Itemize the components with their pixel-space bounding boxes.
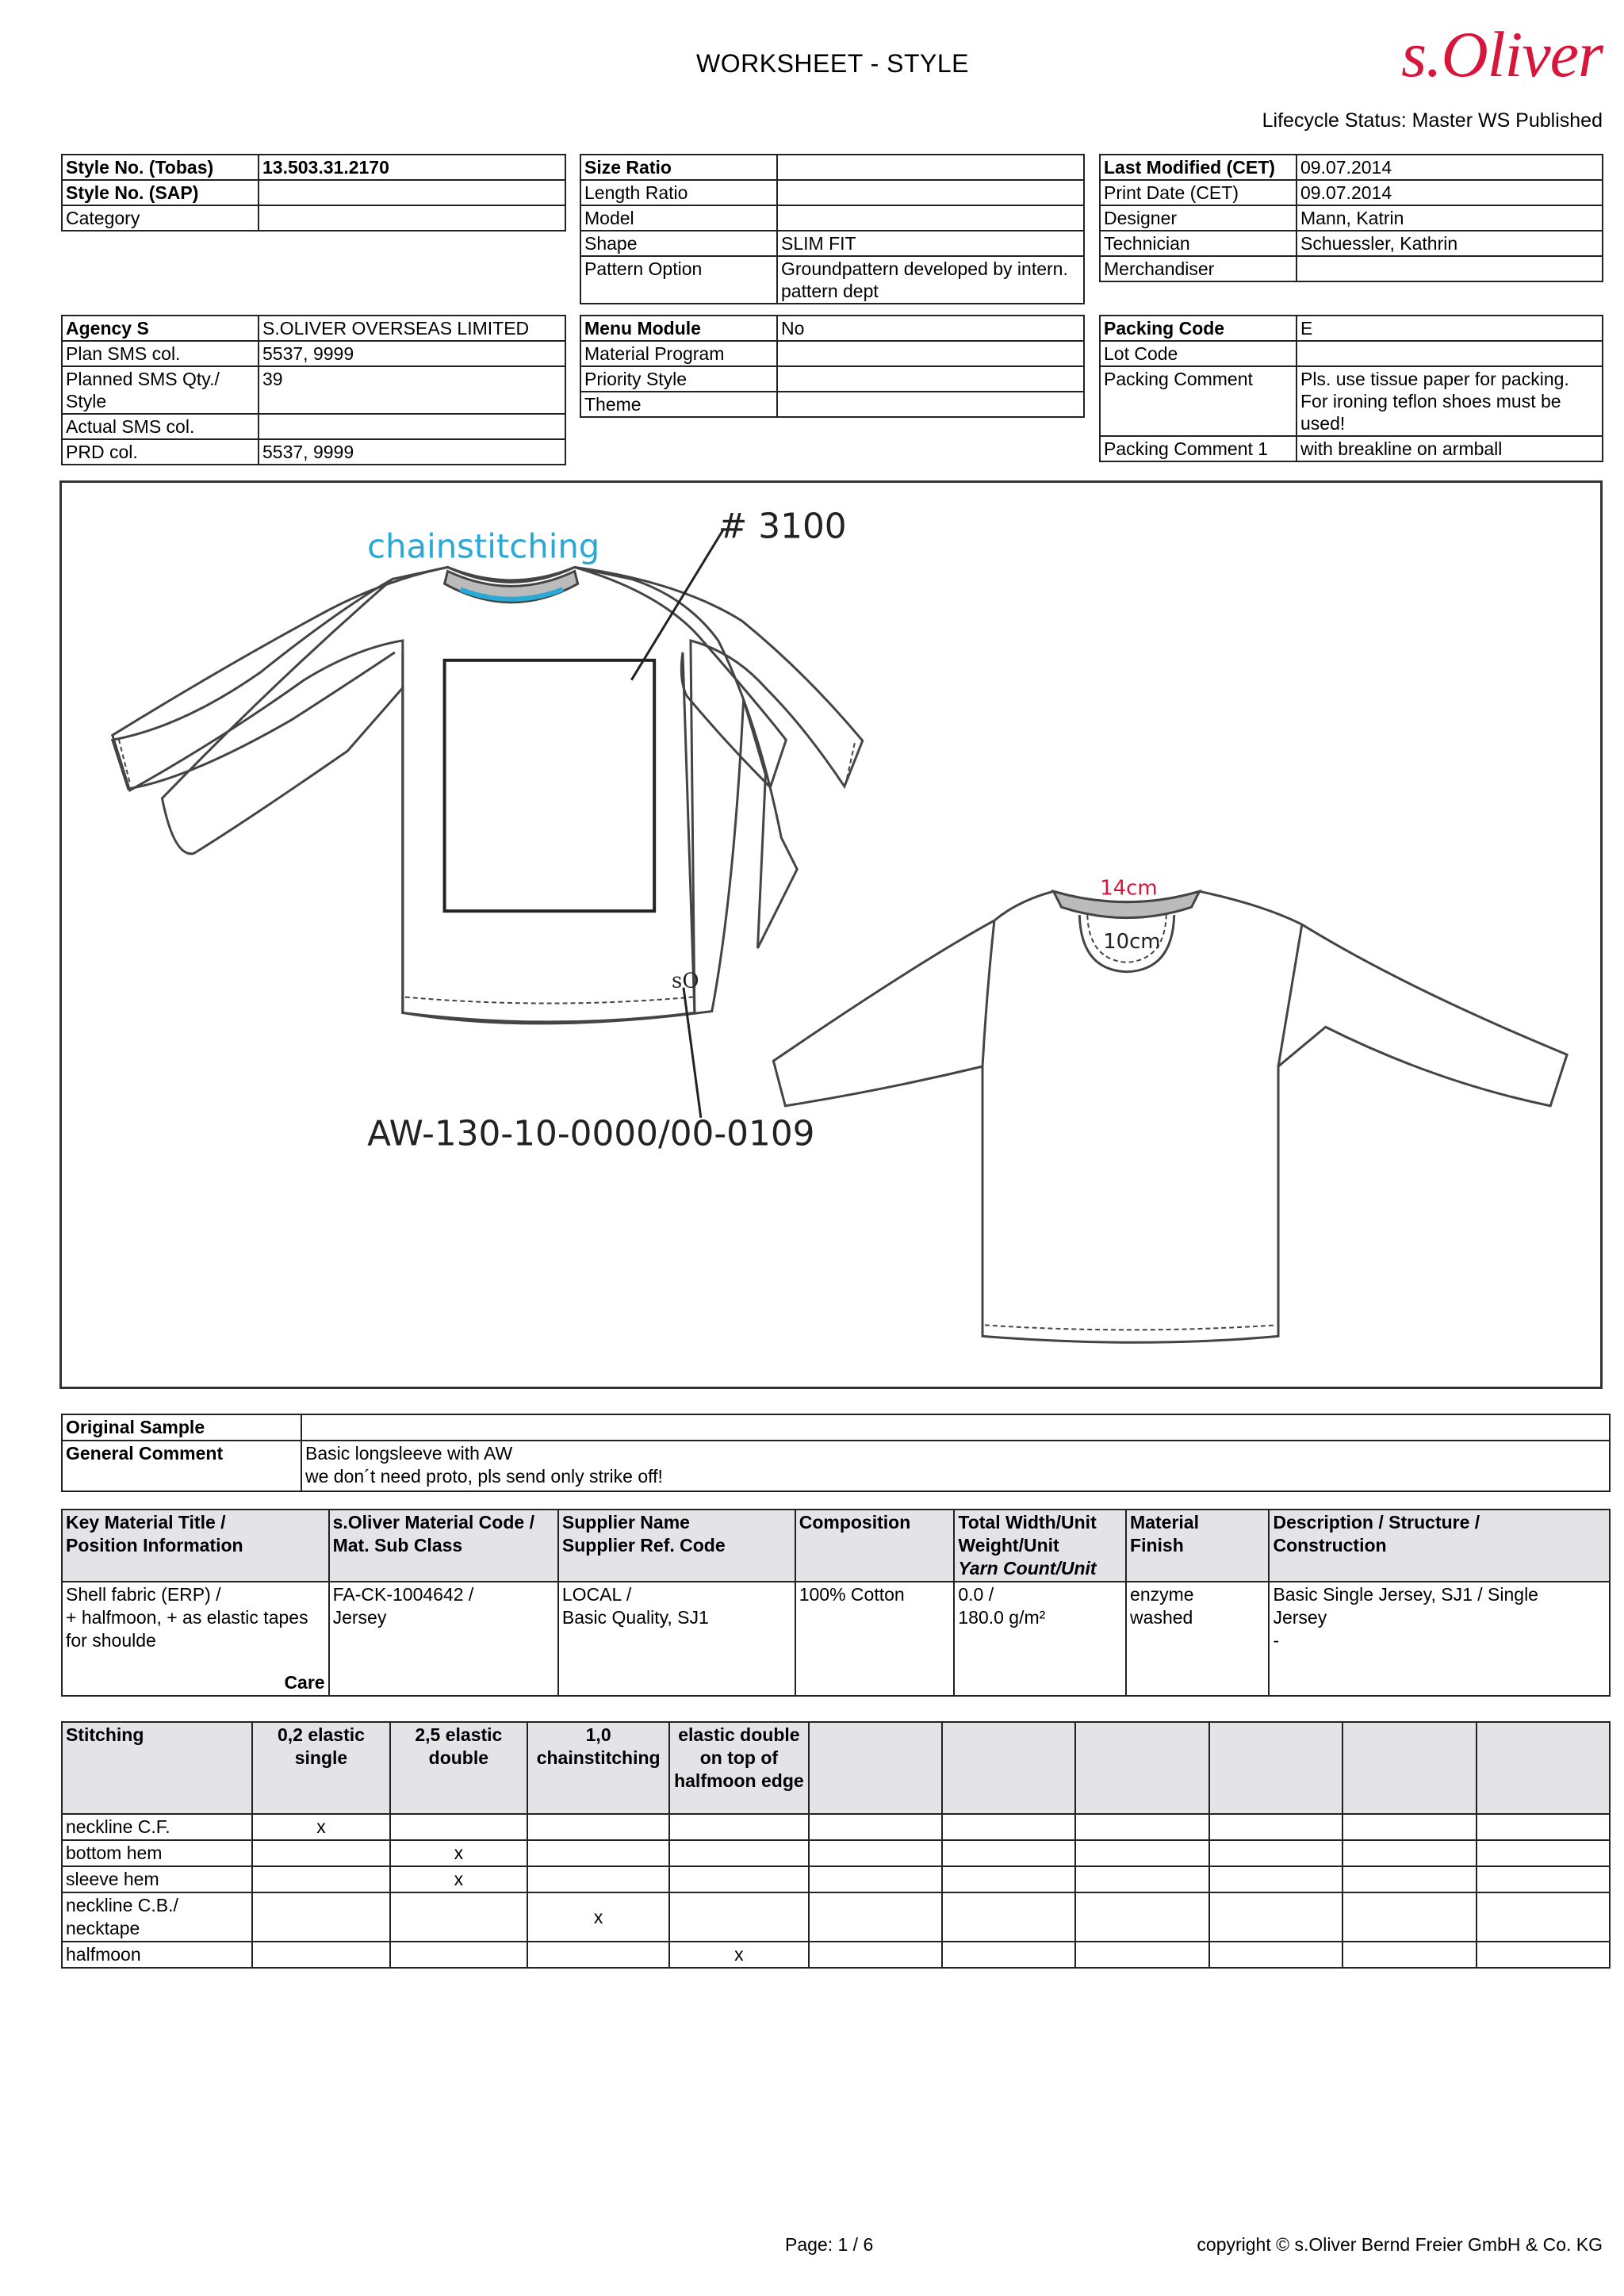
agency-info-table	[61, 315, 566, 465]
field-value: E	[1297, 316, 1603, 341]
packing-info-table	[1099, 315, 1603, 462]
info-row	[580, 231, 1084, 256]
style-info-table	[61, 154, 566, 232]
material-cell	[795, 1582, 955, 1696]
stitching-mark: x	[390, 1866, 528, 1892]
stitching-mark	[1477, 1942, 1610, 1968]
field-label: Packing Code	[1100, 316, 1297, 341]
print-reference-label: # 3100	[718, 506, 847, 547]
general-comment-line: Basic longsleeve with AW	[305, 1443, 513, 1464]
stitching-row	[62, 1840, 1610, 1866]
info-row	[62, 180, 565, 205]
stitching-mark	[1477, 1866, 1610, 1892]
print-placement-box	[445, 660, 655, 911]
field-value: S.OLIVER OVERSEAS LIMITED	[259, 316, 565, 341]
stitching-mark: x	[390, 1840, 528, 1866]
field-value: 09.07.2014	[1297, 155, 1603, 180]
material-header-cell	[62, 1510, 329, 1582]
stitching-position: bottom hem	[62, 1840, 252, 1866]
material-cell	[558, 1582, 795, 1696]
field-value	[777, 155, 1084, 180]
cell-line: Shell fabric (ERP) /	[66, 1584, 221, 1605]
size-info-table	[580, 154, 1085, 304]
stitching-row	[62, 1942, 1610, 1968]
stitching-header-cell	[1075, 1722, 1208, 1814]
stitching-mark	[942, 1866, 1075, 1892]
stitching-mark: x	[252, 1814, 389, 1840]
info-row	[62, 205, 565, 231]
stitching-mark	[390, 1892, 528, 1942]
field-label: Category	[62, 205, 259, 231]
cell-line: 180.0 g/m²	[958, 1607, 1046, 1628]
material-table	[61, 1509, 1611, 1697]
info-row	[580, 205, 1084, 231]
stitching-mark	[390, 1814, 528, 1840]
cell-line: enzyme	[1130, 1584, 1194, 1605]
stitching-mark	[527, 1866, 669, 1892]
garment-drawing	[59, 480, 1603, 1389]
info-row	[62, 439, 565, 465]
material-header-cell	[1126, 1510, 1269, 1582]
artwork-code-label: AW-130-10-0000/00-0109	[367, 1113, 815, 1154]
stitching-header-cell: elastic double on top of halfmoon edge	[669, 1722, 808, 1814]
field-value	[777, 341, 1084, 366]
stitching-header-cell: 0,2 elastic single	[252, 1722, 389, 1814]
stitching-position: neckline C.B./ necktape	[62, 1892, 252, 1942]
stitching-mark	[1075, 1942, 1208, 1968]
field-label: Material Program	[580, 341, 777, 366]
stitching-mark	[1342, 1892, 1476, 1942]
stitching-position: halfmoon	[62, 1942, 252, 1968]
field-value	[259, 205, 565, 231]
info-row	[580, 341, 1084, 366]
header-line: Weight/Unit	[958, 1535, 1059, 1556]
material-row	[62, 1582, 1610, 1696]
field-label: Agency S	[62, 316, 259, 341]
stitching-mark	[669, 1892, 808, 1942]
stitching-table	[61, 1721, 1611, 1969]
header-line: Supplier Ref. Code	[561, 1535, 726, 1556]
field-label: Priority Style	[580, 366, 777, 392]
info-row	[1100, 436, 1603, 461]
stitching-mark	[1477, 1840, 1610, 1866]
stitching-row	[62, 1866, 1610, 1892]
cell-line: LOCAL /	[561, 1584, 632, 1605]
field-label: Plan SMS col.	[62, 341, 259, 366]
field-value	[777, 180, 1084, 205]
info-row	[580, 316, 1084, 341]
field-value: Pls. use tissue paper for packing. For ironing teflon shoes must be used!	[1297, 366, 1603, 436]
stitching-mark	[809, 1866, 942, 1892]
cell-line: for shoulde	[66, 1630, 156, 1651]
field-label: Packing Comment	[1100, 366, 1297, 436]
header-line: Material	[1130, 1512, 1199, 1533]
stitching-mark	[809, 1840, 942, 1866]
info-row	[1100, 180, 1603, 205]
field-label: Shape	[580, 231, 777, 256]
info-row	[1100, 205, 1603, 231]
stitching-mark	[527, 1814, 669, 1840]
field-label: Length Ratio	[580, 180, 777, 205]
field-value: 5537, 9999	[259, 439, 565, 465]
info-row	[1100, 256, 1603, 281]
stitching-mark	[390, 1942, 528, 1968]
stitching-mark: x	[669, 1942, 808, 1968]
stitching-mark	[942, 1892, 1075, 1942]
header-line-italic: Yarn Count/Unit	[958, 1558, 1097, 1578]
material-header-cell	[329, 1510, 558, 1582]
cell-line: Jersey	[332, 1607, 387, 1628]
field-value	[259, 180, 565, 205]
material-cell	[329, 1582, 558, 1696]
stitching-mark	[1075, 1814, 1208, 1840]
stitching-mark	[1209, 1814, 1342, 1840]
material-header-cell	[558, 1510, 795, 1582]
chainstitching-label: chainstitching	[367, 526, 600, 566]
stitching-mark	[252, 1866, 389, 1892]
general-comment-value	[301, 1441, 1610, 1491]
original-sample-label: Original Sample	[62, 1414, 301, 1441]
stitching-header-cell	[1342, 1722, 1476, 1814]
material-header-cell	[795, 1510, 955, 1582]
field-label: Style No. (SAP)	[62, 180, 259, 205]
stitching-row	[62, 1814, 1610, 1840]
stitching-mark	[1075, 1840, 1208, 1866]
stitching-mark	[1342, 1840, 1476, 1866]
stitching-mark	[669, 1814, 808, 1840]
cell-line: + halfmoon, + as elastic tapes	[66, 1607, 308, 1628]
stitching-mark	[809, 1942, 942, 1968]
cell-line: FA-CK-1004642 /	[332, 1584, 474, 1605]
field-value	[777, 366, 1084, 392]
stitching-mark	[942, 1840, 1075, 1866]
field-label: Style No. (Tobas)	[62, 155, 259, 180]
general-comment-label: General Comment	[62, 1441, 301, 1491]
lifecycle-status: Lifecycle Status: Master WS Published	[1262, 109, 1603, 132]
neck-depth-label: 10cm	[1103, 929, 1161, 954]
field-label: Print Date (CET)	[1100, 180, 1297, 205]
neck-width-label: 14cm	[1100, 876, 1158, 901]
field-label: Last Modified (CET)	[1100, 155, 1297, 180]
info-row	[580, 392, 1084, 417]
header-line: Supplier Name	[561, 1512, 690, 1533]
field-label: Planned SMS Qty./ Style	[62, 366, 259, 414]
header-line: s.Oliver Material Code /	[332, 1512, 534, 1533]
cell-line: Basic Quality, SJ1	[561, 1607, 709, 1628]
info-row	[62, 414, 565, 439]
stitching-mark	[1477, 1814, 1610, 1840]
field-label: Size Ratio	[580, 155, 777, 180]
field-value: 13.503.31.2170	[259, 155, 565, 180]
modification-info-table	[1099, 154, 1603, 282]
material-cell	[1269, 1582, 1610, 1696]
field-value: 39	[259, 366, 565, 414]
copyright: copyright © s.Oliver Bernd Freier GmbH & Co. KG	[1197, 2234, 1603, 2255]
stitching-mark	[1075, 1892, 1208, 1942]
field-label: Pattern Option	[580, 256, 777, 304]
header-line: Mat. Sub Class	[332, 1535, 463, 1556]
cell-line: -	[1273, 1630, 1280, 1651]
info-row	[580, 366, 1084, 392]
field-label: Technician	[1100, 231, 1297, 256]
general-comment-line: we don´t need proto, pls send only strike off!	[305, 1466, 663, 1487]
stitching-mark	[1209, 1866, 1342, 1892]
stitching-mark	[1342, 1814, 1476, 1840]
stitching-mark	[809, 1892, 942, 1942]
field-value	[259, 414, 565, 439]
info-row	[62, 366, 565, 414]
field-value: 5537, 9999	[259, 341, 565, 366]
stitching-position: neckline C.F.	[62, 1814, 252, 1840]
stitching-mark	[252, 1840, 389, 1866]
field-value: Mann, Katrin	[1297, 205, 1603, 231]
field-value: with breakline on armball	[1297, 436, 1603, 461]
stitching-mark	[942, 1814, 1075, 1840]
header-line: Description / Structure /	[1273, 1512, 1480, 1533]
stitching-mark	[1342, 1866, 1476, 1892]
stitching-header-cell	[809, 1722, 942, 1814]
stitching-mark	[252, 1942, 389, 1968]
stitching-header-cell	[1477, 1722, 1610, 1814]
original-sample-value	[301, 1414, 1610, 1441]
info-row	[62, 155, 565, 180]
stitching-mark	[527, 1942, 669, 1968]
field-label: Actual SMS col.	[62, 414, 259, 439]
comments-table	[61, 1414, 1611, 1492]
field-value	[777, 205, 1084, 231]
field-value: Groundpattern developed by intern. pattern dept	[777, 256, 1084, 304]
stitching-header-cell: Stitching	[62, 1722, 252, 1814]
info-row	[1100, 155, 1603, 180]
header-line: Finish	[1130, 1535, 1184, 1556]
material-cell	[62, 1582, 329, 1696]
header-line: Construction	[1273, 1535, 1387, 1556]
page-title: WORKSHEET - STYLE	[696, 49, 969, 78]
cell-line: 100% Cotton	[799, 1584, 905, 1605]
field-label: Theme	[580, 392, 777, 417]
header-line: Total Width/Unit	[958, 1512, 1097, 1533]
info-row	[1100, 231, 1603, 256]
menu-info-table	[580, 315, 1085, 418]
stitching-mark	[669, 1840, 808, 1866]
stitching-header-cell: 2,5 elastic double	[390, 1722, 528, 1814]
field-value: Schuessler, Kathrin	[1297, 231, 1603, 256]
brand-logo: s.Oliver	[1401, 18, 1603, 90]
field-value: No	[777, 316, 1084, 341]
material-cell	[1126, 1582, 1269, 1696]
field-label: Merchandiser	[1100, 256, 1297, 281]
back-garment-sketch	[773, 891, 1567, 1342]
field-value	[1297, 256, 1603, 281]
field-value: 09.07.2014	[1297, 180, 1603, 205]
stitching-mark	[1209, 1942, 1342, 1968]
info-row	[580, 155, 1084, 180]
field-label: Designer	[1100, 205, 1297, 231]
info-row	[62, 316, 565, 341]
field-label: Menu Module	[580, 316, 777, 341]
stitching-header-cell	[1209, 1722, 1342, 1814]
field-label: Lot Code	[1100, 341, 1297, 366]
info-row	[1100, 366, 1603, 436]
cell-line: 0.0 /	[958, 1584, 994, 1605]
stitching-mark	[669, 1866, 808, 1892]
page-number: Page: 1 / 6	[785, 2234, 874, 2255]
cell-line: Jersey	[1273, 1607, 1327, 1628]
info-row	[1100, 316, 1603, 341]
info-row	[580, 180, 1084, 205]
header-line: Position Information	[66, 1535, 243, 1556]
stitching-header-cell	[942, 1722, 1075, 1814]
stitching-mark	[527, 1840, 669, 1866]
stitching-mark	[1342, 1942, 1476, 1968]
logo-mark: sO	[672, 969, 699, 993]
stitching-mark: x	[527, 1892, 669, 1942]
stitching-position: sleeve hem	[62, 1866, 252, 1892]
field-value: SLIM FIT	[777, 231, 1084, 256]
material-header-cell	[954, 1510, 1126, 1582]
stitching-mark	[809, 1814, 942, 1840]
field-label: Packing Comment 1	[1100, 436, 1297, 461]
info-row	[1100, 341, 1603, 366]
stitching-row	[62, 1892, 1610, 1942]
care-label: Care	[284, 1672, 325, 1693]
info-row	[580, 256, 1084, 304]
field-label: PRD col.	[62, 439, 259, 465]
info-row	[62, 341, 565, 366]
stitching-header-cell: 1,0 chainstitching	[527, 1722, 669, 1814]
material-header-cell	[1269, 1510, 1610, 1582]
header-line: Composition	[799, 1512, 911, 1533]
stitching-mark	[1477, 1892, 1610, 1942]
stitching-mark	[1209, 1840, 1342, 1866]
material-cell	[954, 1582, 1126, 1696]
stitching-mark	[942, 1942, 1075, 1968]
field-value	[777, 392, 1084, 417]
stitching-mark	[252, 1892, 389, 1942]
cell-line: Basic Single Jersey, SJ1 / Single	[1273, 1584, 1538, 1605]
stitching-mark	[1075, 1866, 1208, 1892]
stitching-mark	[1209, 1892, 1342, 1942]
field-label: Model	[580, 205, 777, 231]
header-line: Key Material Title /	[66, 1512, 226, 1533]
cell-line: washed	[1130, 1607, 1193, 1628]
field-value	[1297, 341, 1603, 366]
